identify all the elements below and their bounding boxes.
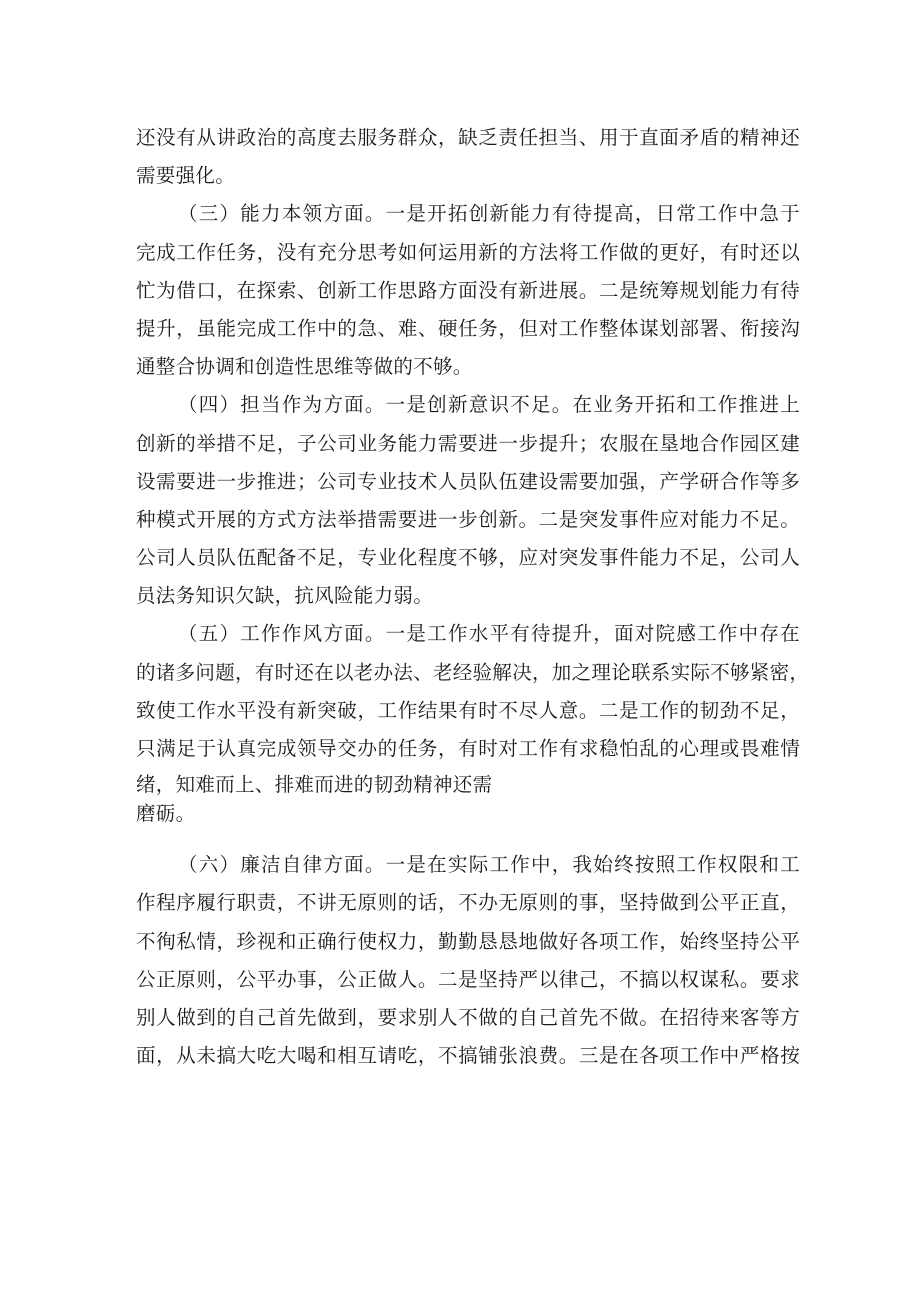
- text-line: 公司人员队伍配备不足，专业化程度不够，应对突发事件能力不足，公司人: [136, 546, 800, 570]
- text-line: 提升，虽能完成工作中的急、难、硬任务，但对工作整体谋划部署、衔接沟: [136, 316, 800, 340]
- text-line: 只满足于认真完成领导交办的任务，有时对工作有求稳怕乱的心理或畏难情: [136, 737, 800, 760]
- paragraph-start-line: （六）廉洁自律方面。一是在实际工作中，我始终按照工作权限和工: [178, 853, 800, 877]
- text-line: 绪，知难而上、排难而进的韧劲精神还需: [136, 773, 493, 797]
- text-line: 创新的举措不足，子公司业务能力需要进一步提升；农服在垦地合作园区建: [136, 431, 800, 455]
- text-line: 不徇私情，珍视和正确行使权力，勤勤恳恳地做好各项工作，始终坚持公平: [136, 929, 800, 953]
- text-line: 种模式开展的方式方法举措需要进一步创新。二是突发事件应对能力不足。: [136, 507, 800, 531]
- paragraph-start-line: （五）工作作风方面。一是工作水平有待提升，面对院感工作中存在: [178, 622, 800, 646]
- text-line: 还没有从讲政治的高度去服务群众，缺乏责任担当、用于直面矛盾的精神还: [136, 126, 800, 149]
- text-line: 磨砺。: [136, 802, 196, 826]
- text-line: 公正原则，公平办事，公正做人。二是坚持严以律己，不搞以权谋私。要求: [136, 967, 800, 991]
- text-line: 需要强化。: [136, 164, 236, 188]
- body-text: [136, 119, 810, 1075]
- text-line: 设需要进一步推进；公司专业技术人员队伍建设需要加强，产学研合作等多: [136, 469, 800, 493]
- text-line: 的诸多问题，有时还在以老办法、老经验解决，加之理论联系实际不够紧密，: [136, 660, 810, 684]
- text-line: 别人做到的自己首先做到，要求别人不做的自己首先不做。在招待来客等方: [136, 1005, 800, 1029]
- text-line: 完成工作任务，没有充分思考如何运用新的方法将工作做的更好，有时还以: [136, 240, 800, 264]
- text-line: 面，从未搞大吃大喝和相互请吃，不搞铺张浪费。三是在各项工作中严格按: [136, 1044, 800, 1068]
- text-line: 通整合协调和创造性思维等做的不够。: [136, 355, 473, 379]
- text-line: 致使工作水平没有新突破，工作结果有时不尽人意。二是工作的韧劲不足，: [136, 698, 800, 722]
- text-line: 忙为借口，在探索、创新工作思路方面没有新进展。二是统筹规划能力有待: [136, 278, 800, 302]
- paragraph-start-line: （四）担当作为方面。一是创新意识不足。在业务开拓和工作推进上: [178, 393, 800, 417]
- text-line: 员法务知识欠缺，抗风险能力弱。: [136, 584, 434, 608]
- paragraph-start-line: （三）能力本领方面。一是开拓创新能力有待提高，日常工作中急于: [178, 202, 800, 226]
- text-line: 作程序履行职责，不讲无原则的话，不办无原则的事，坚持做到公平正直，: [136, 891, 800, 915]
